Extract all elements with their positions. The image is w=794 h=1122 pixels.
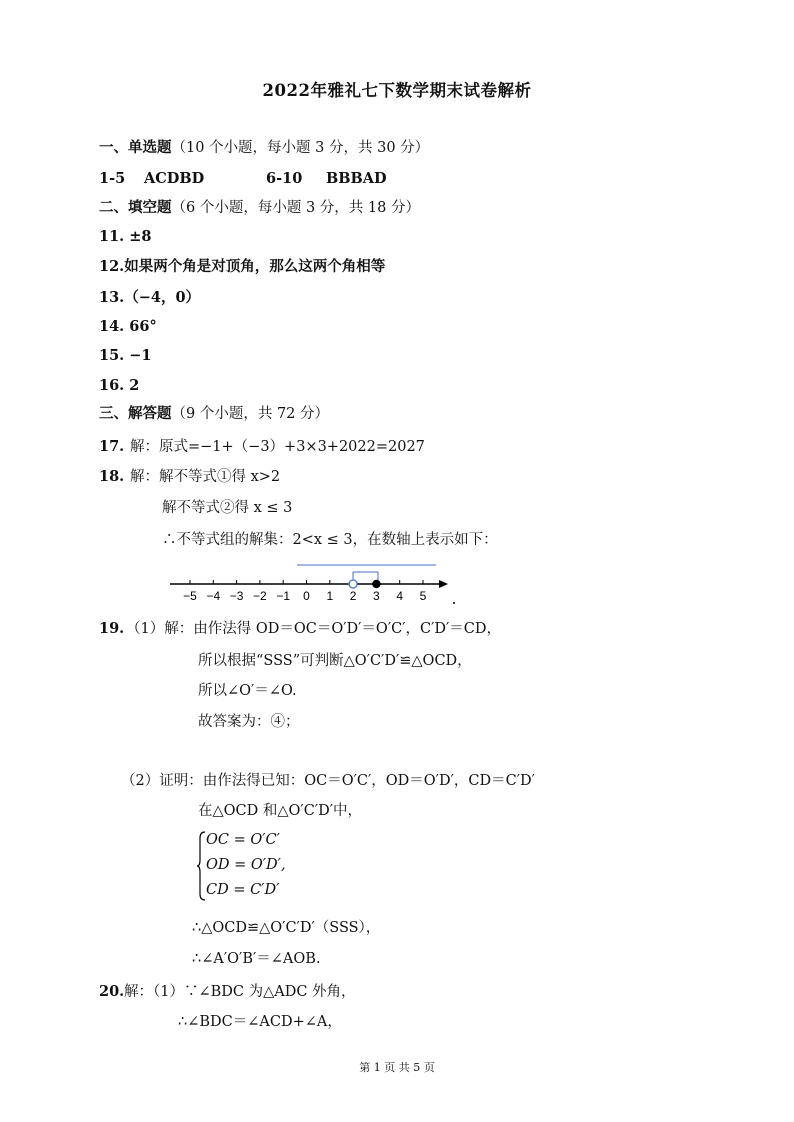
tick-label: −3 [229, 589, 244, 603]
left-brace-icon [196, 830, 206, 902]
q18-line-3: ∴不等式组的解集：2<x ≤ 3，在数轴上表示如下： [162, 532, 498, 548]
section-2-note: （6 个小题，每小题 3 分，共 18 分） [171, 200, 420, 216]
q17-number: 17. [99, 438, 125, 455]
q19-number: 19. [99, 620, 125, 637]
tick-label: 5 [419, 589, 427, 603]
answer-11: 11. ±8 [99, 228, 152, 245]
stray-dot [453, 602, 455, 604]
q19-part2-line-1: （2）证明：由作法得已知：OC＝O′C′，OD＝O′D′，CD＝C′D′ [121, 773, 535, 789]
section-3-label: 三、解答题 [99, 405, 172, 422]
system-eq-1: OC = O′C′ [206, 832, 280, 848]
mc-answers-2: BBBAD [326, 170, 387, 187]
number-line-figure [160, 555, 470, 610]
section-3-heading [99, 405, 329, 423]
arrow-head-icon [439, 580, 448, 588]
mc-range-2: 6-10 [266, 170, 303, 187]
section-1-note: （10 个小题，每小题 3 分，共 30 分） [171, 140, 430, 156]
section-1-heading [99, 139, 429, 157]
tick-label: −2 [253, 589, 267, 603]
page-title: 2022年雅礼七下数学期末试卷解析 [262, 81, 532, 100]
q18-line-1: 解：解不等式①得 x>2 [130, 469, 281, 485]
open-point-marker [349, 580, 357, 588]
answer-15: 15. −1 [99, 347, 152, 364]
tick-label: 2 [349, 589, 357, 603]
mc-range-1: 1-5 [99, 170, 126, 187]
q19-part1-line-1: （1）解：由作法得 OD＝OC＝O′D′＝O′C′，C′D′＝CD， [126, 621, 502, 637]
q20-number: 20. [99, 983, 125, 1000]
system-eq-2: OD = O′D′, [206, 857, 286, 873]
section-2-heading [99, 199, 420, 217]
q19-part1-line-3: 所以∠O′＝∠O. [198, 683, 297, 699]
closed-point-marker [372, 580, 380, 588]
mc-answers-1: ACDBD [144, 170, 205, 187]
answer-14: 14. 66° [99, 318, 157, 335]
tick-label: 1 [326, 589, 334, 603]
page-footer: 第 1 页 共 5 页 [359, 1061, 435, 1074]
q18-line-2: 解不等式②得 x ≤ 3 [162, 500, 293, 516]
q19-part2-line-3: ∴△OCD≌△O′C′D′（SSS）， [192, 920, 381, 936]
section-2-label: 二、填空题 [99, 199, 172, 216]
q19-part1-line-2: 所以根据“SSS”可判断△O′C′D′≌△OCD， [198, 653, 472, 669]
q19-part2-line-4: ∴∠A′O′B′＝∠AOB. [192, 951, 321, 967]
tick-label: 0 [303, 589, 310, 603]
q18-number: 18. [99, 468, 125, 485]
q20-line-2: ∴∠BDC＝∠ACD+∠A， [178, 1014, 342, 1030]
q19-part2-line-2: 在△OCD 和△O′C′D′中， [198, 803, 363, 819]
equation-system [196, 830, 316, 902]
tick-label: −4 [206, 589, 221, 603]
section-3-note: （9 个小题，共 72 分） [171, 406, 330, 422]
q19-part1-line-4: 故答案为：④； [198, 714, 300, 730]
section-1-label: 一、单选题 [99, 139, 172, 156]
tick-label: −5 [183, 589, 197, 603]
tick-label: −1 [276, 589, 291, 603]
system-eq-3: CD = C′D′ [206, 882, 280, 898]
tick-label: 4 [396, 589, 404, 603]
q17-solution: 解：原式=−1+（−3）+3×3+2022=2027 [130, 439, 425, 455]
answer-16: 16. 2 [99, 377, 140, 394]
tick-label: 3 [373, 589, 380, 603]
answer-13: 13.（−4，0） [99, 289, 201, 306]
answer-12: 12.如果两个角是对顶角，那么这两个角相等 [99, 258, 386, 275]
q20-line-1: 解：（1）∵∠BDC 为△ADC 外角， [124, 984, 356, 1000]
